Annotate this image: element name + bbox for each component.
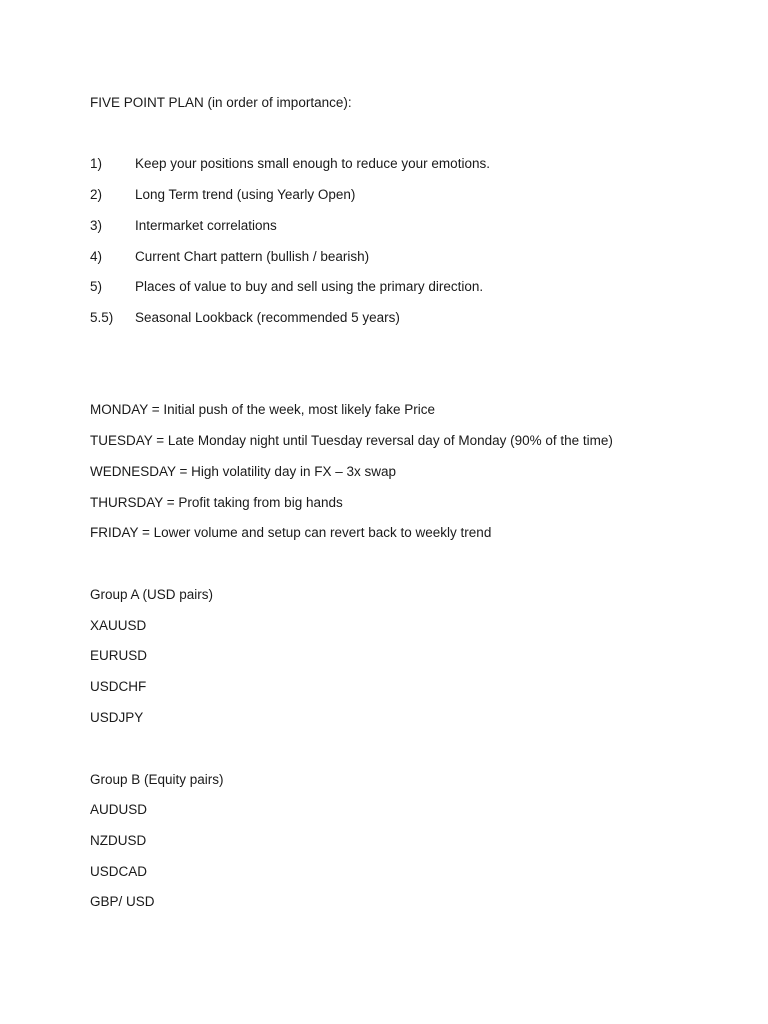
- plan-item-text: Current Chart pattern (bullish / bearish): [135, 249, 370, 264]
- plan-item-text: Intermarket correlations: [135, 218, 277, 233]
- plan-item-number: 5.5): [90, 310, 114, 325]
- plan-item-number: 1): [90, 156, 103, 171]
- currency-pair: EURUSD: [90, 648, 148, 663]
- plan-heading: FIVE POINT PLAN (in order of importance):: [90, 95, 352, 110]
- currency-pair: XAUUSD: [90, 618, 147, 633]
- plan-item-text: Places of value to buy and sell using the primary direction.: [135, 279, 484, 294]
- plan-item-number: 3): [90, 218, 103, 233]
- currency-pair: NZDUSD: [90, 833, 147, 848]
- currency-pair: USDCHF: [90, 679, 147, 694]
- weekday-note-friday: FRIDAY = Lower volume and setup can revert back to weekly trend: [90, 525, 492, 540]
- weekday-note-thursday: THURSDAY = Profit taking from big hands: [90, 495, 343, 510]
- currency-pair: GBP/ USD: [90, 894, 155, 909]
- plan-item-text: Keep your positions small enough to reduce your emotions.: [135, 156, 490, 171]
- currency-pair: USDJPY: [90, 710, 144, 725]
- group-a-title: Group A (USD pairs): [90, 587, 214, 602]
- weekday-note-wednesday: WEDNESDAY = High volatility day in FX – 3x swap: [90, 464, 396, 479]
- currency-pair: AUDUSD: [90, 802, 148, 817]
- currency-pair: USDCAD: [90, 864, 148, 879]
- plan-item-number: 5): [90, 279, 103, 294]
- plan-item-number: 4): [90, 249, 103, 264]
- weekday-note-tuesday: TUESDAY = Late Monday night until Tuesday reversal day of Monday (90% of the time): [90, 433, 613, 448]
- group-b-title: Group B (Equity pairs): [90, 772, 224, 787]
- plan-item-text: Long Term trend (using Yearly Open): [135, 187, 356, 202]
- plan-item-text: Seasonal Lookback (recommended 5 years): [135, 310, 400, 325]
- plan-item-number: 2): [90, 187, 103, 202]
- weekday-note-monday: MONDAY = Initial push of the week, most likely fake Price: [90, 402, 436, 417]
